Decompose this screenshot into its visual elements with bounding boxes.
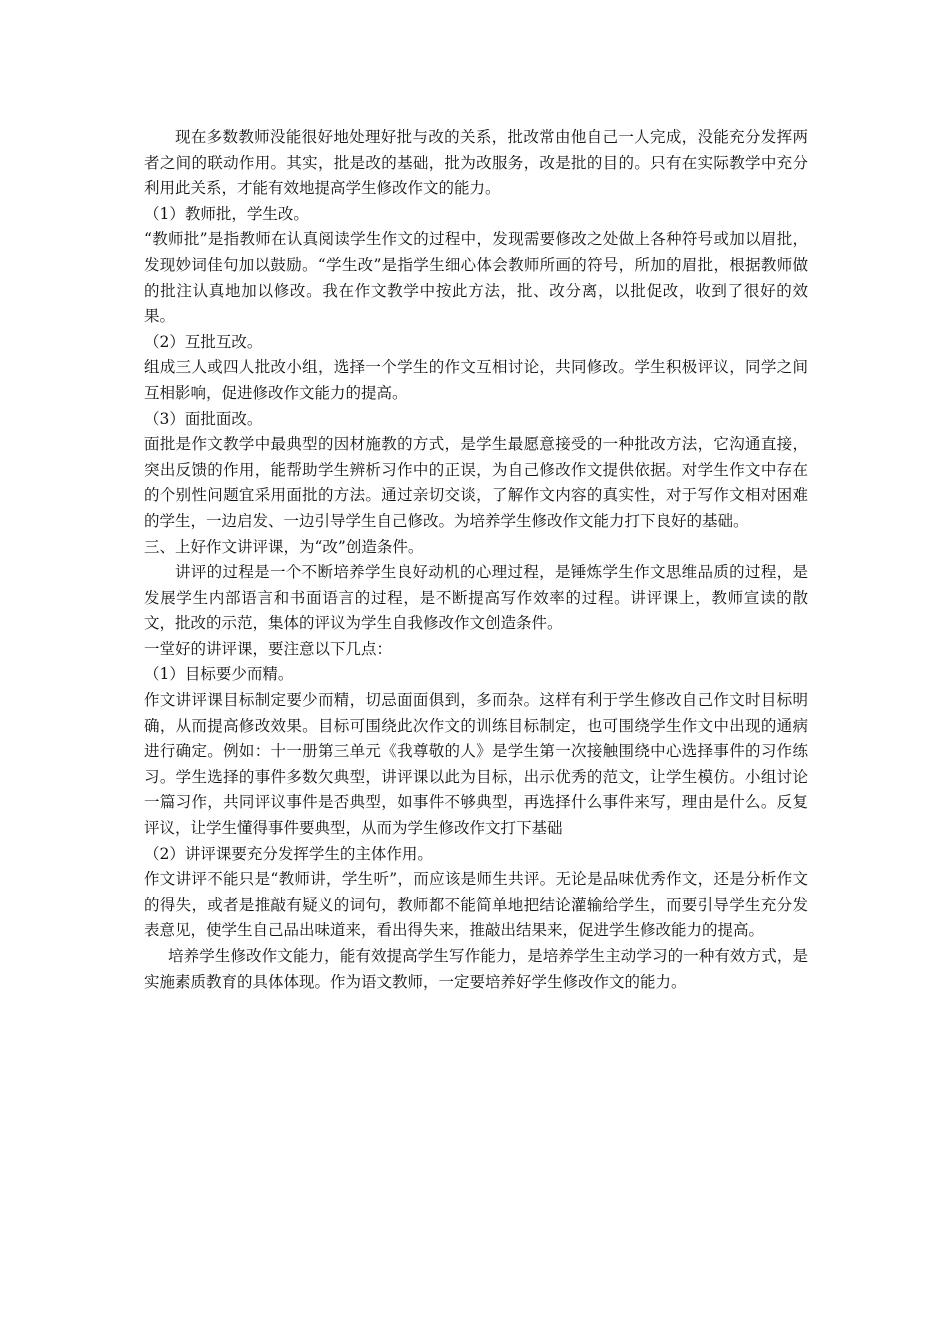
section-heading-three: 三、上好作文讲评课，为“改”创造条件。 <box>144 537 424 556</box>
paragraph-student-role: 作文讲评不能只是“教师讲，学生听”，而应该是师生共评。无论是品味优秀作文，还是分析作文的得失，或者是推敲有疑义的词句，教师都不能简单地把结论灌输给学生，而要引导学生充分发表意见，使学生自己品出味道来，看出得失来，推敲出结果来，促进学生修改能力的提高。 <box>144 870 808 940</box>
paragraph-review-process: 讲评的过程是一个不断培养学生良好动机的心理过程，是锤炼学生作文思维品质的过程，是发展学生内部语言和书面语言的过程，是不断提高写作效率的过程。讲评课上，教师宣读的散文，批改的示范，集体的评议为学生自我修改作文创造条件。 <box>144 563 808 633</box>
paragraph-intro: 现在多数教师没能很好地处理好批与改的关系，批改常由他自己一人完成，没能充分发挥两者之间的联动作用。其实，批是改的基础，批为改服务，改是批的目的。只有在实际教学中充分利用此关系，才能有效地提高学生修改作文的能力。 <box>144 128 808 198</box>
subheading-face-to-face: （3）面批面改。 <box>144 409 263 428</box>
paragraph-face-to-face: 面批是作文教学中最典型的因材施教的方式，是学生最愿意接受的一种批改方法，它沟通直接，突出反馈的作用，能帮助学生辨析习作中的正误，为自己修改作文提供依据。对学生作文中存在的个别性问题宜采用面批的方法。通过亲切交谈，了解作文内容的真实性，对于写作文相对困难的学生，一边启发、一边引导学生自己修改。为培养学生修改作文能力打下良好的基础。 <box>144 435 808 530</box>
paragraph-good-review-points: 一堂好的讲评课，要注意以下几点： <box>144 639 393 658</box>
paragraph-peer-review: 组成三人或四人批改小组，选择一个学生的作文互相讨论，共同修改。学生积极评议，同学之间互相影响，促进修改作文能力的提高。 <box>144 358 808 402</box>
paragraph-teacher-marks: “教师批”是指教师在认真阅读学生作文的过程中，发现需要修改之处做上各种符号或加以眉批，发现妙词佳句加以鼓励。“学生改”是指学生细心体会教师所画的符号，所加的眉批，根据教师做的批注认真地加以修改。我在作文教学中按此方法，批、改分离，以批促改，收到了很好的效果。 <box>144 230 808 326</box>
subheading-student-role: （2）讲评课要充分发挥学生的主体作用。 <box>144 844 433 863</box>
subheading-teacher-marks: （1）教师批，学生改。 <box>144 204 309 223</box>
subheading-goals: （1）目标要少而精。 <box>144 665 294 684</box>
subheading-peer-review: （2）互批互改。 <box>144 332 263 351</box>
paragraph-conclusion: 培养学生修改作文能力，能有效提高学生写作能力，是培养学生主动学习的一种有效方式，是实施素质教育的具体体现。作为语文教师，一定要培养好学生修改作文的能力。 <box>144 947 808 991</box>
paragraph-goals: 作文讲评课目标制定要少而精，切忌面面俱到，多而杂。这样有利于学生修改自己作文时目标明确，从而提高修改效果。目标可围绕此次作文的训练目标制定，也可围绕学生作文中出现的通病进行确定。例如：十一册第三单元《我尊敬的人》是学生第一次接触围绕中心选择事件的习作练习。学生选择的事件多数欠典型，讲评课以此为目标，出示优秀的范文，让学生模仿。小组讨论一篇习作，共同评议事件是否典型，如事件不够典型，再选择什么事件来写，理由是什么。反复评议，让学生懂得事件要典型，从而为学生修改作文打下基础 <box>144 691 808 838</box>
document-body <box>144 125 808 995</box>
